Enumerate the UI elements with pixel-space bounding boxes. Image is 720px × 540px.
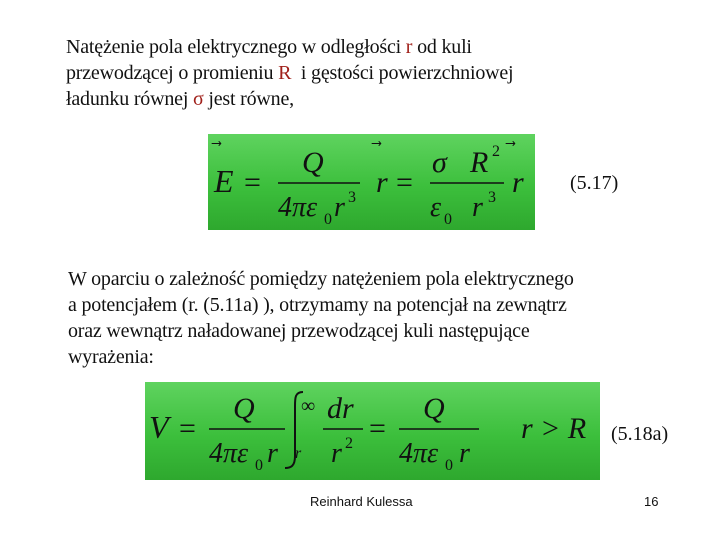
vector-arrow-placeholder: [211, 141, 222, 146]
equation-5-18a: [145, 382, 600, 480]
eq2-denominator-sub0: 0: [255, 457, 263, 474]
eq1-numerator-sup2: 2: [492, 143, 500, 160]
eq2-denominator-sup2: 2: [345, 435, 353, 452]
eq1-numerator-sigma: σ: [432, 146, 447, 179]
eq2-denominator-r: r: [267, 438, 278, 469]
eq1-denominator-eps: ε: [430, 192, 442, 223]
symbol-R: R: [278, 62, 292, 84]
eq1-equals: =: [244, 166, 261, 199]
eq2-denominator-sub0: 0: [445, 457, 453, 474]
eq2-condition: r > R: [521, 412, 587, 445]
paragraph-text: oraz wewnątrz naładowanej przewodzącej kuli następujące: [68, 320, 530, 342]
eq1-denominator-4pieps: 4πε: [278, 192, 318, 223]
integral-lower-limit: r: [295, 445, 302, 462]
eq2-equals: =: [179, 412, 196, 445]
potential-paragraph: [68, 266, 708, 370]
eq2-denominator-4pieps: 4πε: [209, 438, 249, 469]
equation-number-5-17: (5.17): [570, 172, 619, 194]
eq1-denominator-sup3: 3: [488, 189, 496, 206]
integral-upper-limit: ∞: [301, 395, 316, 417]
eq1-denominator-sub0: 0: [324, 211, 332, 228]
paragraph-text: od kuli: [412, 36, 472, 58]
eq1-equals-2: =: [396, 166, 413, 199]
eq1-lhs: E: [214, 163, 234, 199]
eq1-denominator-sub0: 0: [444, 211, 452, 228]
vector-arrow-placeholder: [505, 141, 516, 146]
vector-arrow-placeholder: [371, 141, 382, 146]
eq2-denominator-r: r: [459, 438, 470, 469]
eq2-denominator-4pieps: 4πε: [399, 438, 439, 469]
symbol-r: r: [405, 36, 413, 58]
equation-5-17-svg: [208, 134, 535, 230]
eq2-numerator-dr: dr: [327, 392, 354, 425]
eq1-numerator-Q: Q: [302, 146, 324, 179]
footer-author: Reinhard Kulessa: [310, 494, 413, 509]
eq2-equals-2: =: [369, 412, 386, 445]
paragraph-text: ładunku równej: [66, 88, 193, 110]
eq1-denominator-sup3: 3: [348, 189, 356, 206]
eq2-lhs-V: V: [149, 409, 169, 445]
intro-paragraph: [66, 34, 666, 112]
eq2-denominator-r: r: [331, 438, 342, 469]
paragraph-text: a potencjałem (r. (5.11a) ), otrzymamy na potencjał na zewnątrz: [68, 294, 567, 316]
eq2-numerator-Q-2: Q: [423, 392, 445, 425]
eq1-vector-r: r: [376, 166, 388, 199]
page-number: 16: [644, 494, 659, 509]
paragraph-text: jest równe,: [203, 88, 294, 110]
eq1-vector-r-2: r: [512, 166, 524, 199]
paragraph-text: przewodzącej o promieniu: [66, 62, 279, 84]
eq1-denominator-r: r: [472, 192, 483, 223]
symbol-sigma: σ: [192, 88, 204, 110]
paragraph-text: i gęstości powierzchniowej: [291, 62, 514, 84]
equation-number-5-18a: (5.18a): [611, 423, 669, 445]
eq2-numerator-Q: Q: [233, 392, 255, 425]
paragraph-text: Natężenie pola elektrycznego w odległości: [66, 36, 406, 58]
paragraph-text: wyrażenia:: [68, 346, 154, 368]
paragraph-text: W oparciu o zależność pomiędzy natężeniem pola elektrycznego: [68, 268, 574, 290]
equation-5-18a-svg: [145, 382, 600, 480]
equation-5-17: [208, 134, 535, 230]
eq1-denominator-r: r: [334, 192, 345, 223]
eq1-numerator-R: R: [470, 146, 489, 179]
